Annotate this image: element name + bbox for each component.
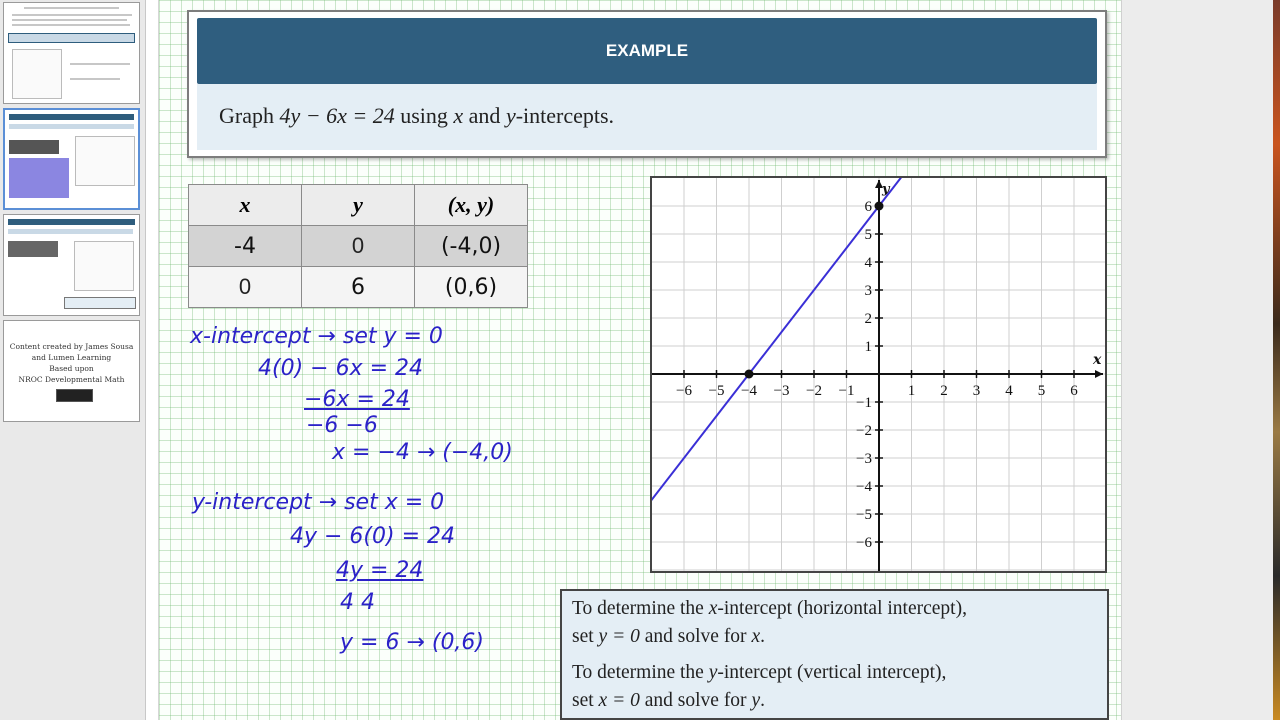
table-cell-pair: (0,6): [415, 267, 528, 308]
y-intercept-step-5: y = 6 → (0,6): [340, 630, 485, 655]
x-tick-label: 1: [907, 383, 916, 399]
note-var: y: [708, 662, 718, 683]
y-tick-label: 6: [864, 199, 872, 215]
example-box: [187, 10, 1107, 158]
x-intercept-step-3: −6x = 24: [304, 387, 410, 412]
x-intercept-step-2: 4(0) − 6x = 24: [258, 356, 424, 381]
y-intercept-step-3: 4y = 24: [336, 558, 424, 583]
graph-svg: [652, 178, 1105, 571]
x-axis-label: x: [1093, 352, 1102, 368]
slide-thumbnail-pane: [0, 0, 146, 720]
y-tick-label: −3: [856, 451, 872, 467]
note-text: -intercept (horizontal intercept),: [717, 598, 967, 619]
table-row: [189, 267, 528, 308]
cc-license-icon: [56, 389, 93, 402]
problem-var-y: y: [505, 103, 516, 128]
credit-line-4: NROC Developmental Math: [18, 375, 125, 384]
y-tick-label: 2: [864, 311, 872, 327]
note-x-intercept: [572, 595, 1097, 651]
x-intercept-step-5: x = −4 → (−4,0): [332, 440, 513, 465]
slide-thumbnail-2[interactable]: [3, 108, 140, 210]
slide-thumbnail-4[interactable]: [3, 320, 140, 422]
note-text: set: [572, 626, 599, 647]
x-tick-label: 2: [940, 383, 948, 399]
x-tick-label: 6: [1070, 383, 1078, 399]
problem-and: and: [463, 103, 506, 128]
note-var: x: [708, 598, 718, 619]
note-text: and solve for: [639, 626, 752, 647]
y-axis-label: y: [882, 182, 890, 197]
problem-equation: 4y − 6x = 24: [279, 103, 395, 128]
note-var: y = 0: [598, 626, 640, 647]
y-tick-label: 4: [864, 255, 872, 271]
x-tick-label: −4: [741, 383, 757, 399]
x-tick-label: 4: [1005, 383, 1013, 399]
x-tick-label: −5: [708, 383, 725, 399]
x-tick-label: −6: [676, 383, 692, 399]
xy-table: [188, 184, 528, 308]
example-header: EXAMPLE: [197, 18, 1097, 84]
table-cell-x: -4: [189, 226, 302, 267]
credit-line-2: and Lumen Learning: [31, 353, 112, 362]
x-intercept-step-1: x-intercept → set y = 0: [190, 324, 443, 349]
y-tick-label: −6: [856, 535, 872, 551]
table-header-x: x: [189, 185, 302, 226]
intercept-point: [875, 202, 884, 211]
y-intercept-step-2: 4y − 6(0) = 24: [290, 524, 456, 549]
note-text: To determine the: [572, 598, 709, 619]
problem-prefix: Graph: [219, 103, 280, 128]
y-tick-label: 3: [864, 283, 872, 299]
table-cell-x: 0: [189, 267, 302, 308]
problem-mid: using: [394, 103, 454, 128]
intercept-point: [745, 370, 754, 379]
y-tick-label: −1: [856, 395, 872, 411]
x-tick-label: −3: [773, 383, 790, 399]
right-margin: [1121, 0, 1273, 720]
y-intercept-step-4: 4 4: [340, 590, 375, 615]
slide-thumbnail-3[interactable]: [3, 214, 140, 316]
y-intercept-step-1: y-intercept → set x = 0: [192, 490, 445, 515]
credit-line-1: Content created by James Sousa: [9, 342, 134, 351]
x-tick-label: −1: [838, 383, 855, 399]
slide-thumbnail-1[interactable]: [3, 2, 140, 104]
problem-suffix: -intercepts.: [515, 103, 615, 128]
x-tick-label: 5: [1037, 383, 1046, 399]
x-intercept-step-4: −6 −6: [306, 413, 378, 438]
window-edge: [1273, 0, 1280, 720]
coordinate-graph: [650, 176, 1107, 573]
table-cell-y: 6: [302, 267, 415, 308]
example-problem: [197, 84, 1097, 150]
y-tick-label: −2: [856, 423, 872, 439]
table-row: [189, 226, 528, 267]
y-tick-label: 5: [864, 227, 872, 243]
credit-line-3: Based upon: [49, 364, 94, 373]
x-axis-arrow: [1095, 370, 1103, 378]
table-header-y: y: [302, 185, 415, 226]
note-text: and solve for: [639, 690, 752, 711]
x-tick-label: −2: [806, 383, 822, 399]
note-text: .: [760, 690, 765, 711]
note-text: set: [572, 690, 599, 711]
x-tick-label: 3: [972, 383, 981, 399]
note-var: x: [751, 626, 761, 647]
note-y-intercept: [572, 659, 1097, 715]
table-cell-y: 0: [302, 226, 415, 267]
note-box: [560, 589, 1109, 720]
note-text: .: [760, 626, 765, 647]
y-tick-label: −5: [856, 507, 872, 523]
y-tick-label: 1: [864, 339, 872, 355]
table-cell-pair: (-4,0): [415, 226, 528, 267]
note-var: y: [751, 690, 761, 711]
table-header-pair: (x, y): [415, 185, 528, 226]
problem-var-x: x: [453, 103, 464, 128]
note-text: To determine the: [572, 662, 709, 683]
note-var: x = 0: [598, 690, 640, 711]
note-text: -intercept (vertical intercept),: [717, 662, 947, 683]
y-tick-label: −4: [856, 479, 872, 495]
